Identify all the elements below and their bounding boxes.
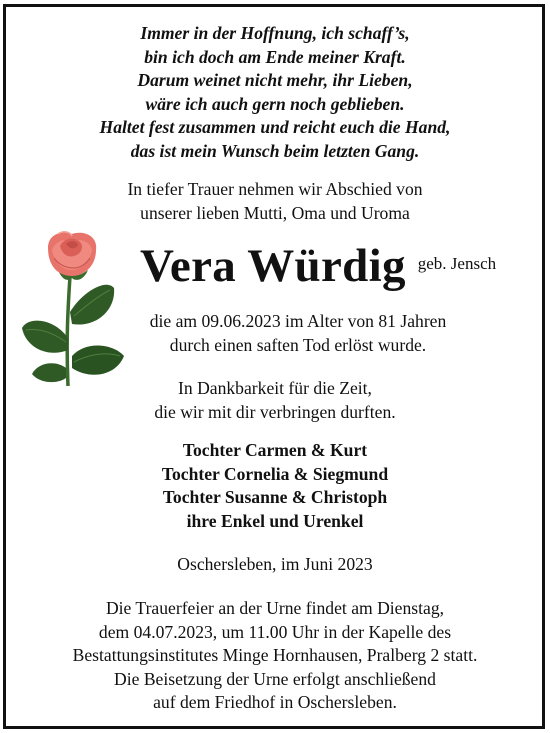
death-notice-line: die am 09.06.2023 im Alter von 81 Jahren	[149, 311, 447, 331]
mourner: Tochter Susanne & Christoph	[162, 487, 388, 508]
thanks-line: die wir mit dir verbringen durften.	[154, 401, 396, 422]
deceased-name-row	[140, 238, 496, 294]
place-date: Oschersleben, im Juni 2023	[177, 554, 373, 574]
death-notice-line: durch einen saften Tod erlöst wurde.	[169, 334, 427, 355]
poem-line: Darum weinet nicht mehr, ihr Lieben,	[137, 70, 413, 91]
mourners-list	[0, 439, 550, 533]
ceremony-info	[0, 597, 550, 715]
thanks-line: In Dankbarkeit für die Zeit,	[178, 378, 372, 398]
intro-text	[0, 178, 550, 225]
ceremony-line: Die Trauerfeier an der Urne findet am Dienstag,	[105, 598, 445, 618]
intro-line: In tiefer Trauer nehmen wir Abschied von	[127, 179, 423, 199]
ceremony-line: Die Beisetzung der Urne erfolgt anschließend	[114, 668, 436, 689]
poem-line: das ist mein Wunsch beim letzten Gang.	[130, 140, 420, 161]
poem	[0, 22, 550, 164]
mourner: Tochter Carmen & Kurt	[182, 440, 368, 460]
poem-line: Immer in der Hoffnung, ich schaff’s,	[140, 23, 410, 43]
death-notice	[118, 310, 478, 357]
poem-line: bin ich doch am Ende meiner Kraft.	[144, 46, 406, 67]
intro-line: unserer lieben Mutti, Oma und Uroma	[140, 202, 410, 223]
mourner: ihre Enkel und Urenkel	[186, 510, 364, 531]
mourner: Tochter Cornelia & Siegmund	[161, 463, 389, 484]
rose-icon	[18, 228, 130, 386]
deceased-name: Vera Würdig	[140, 240, 406, 292]
maiden-name: geb. Jensch	[417, 254, 497, 273]
poem-line: wäre ich auch gern noch geblieben.	[145, 93, 405, 114]
ceremony-line: dem 04.07.2023, um 11.00 Uhr in der Kapelle des	[98, 621, 452, 642]
poem-line: Haltet fest zusammen und reicht euch die Hand,	[99, 117, 451, 138]
ceremony-line: Bestattungsinstitutes Minge Hornhausen, Pralberg 2 statt.	[72, 645, 478, 666]
ceremony-line: auf dem Friedhof in Oschersleben.	[153, 692, 397, 713]
thanks-text	[0, 377, 550, 424]
